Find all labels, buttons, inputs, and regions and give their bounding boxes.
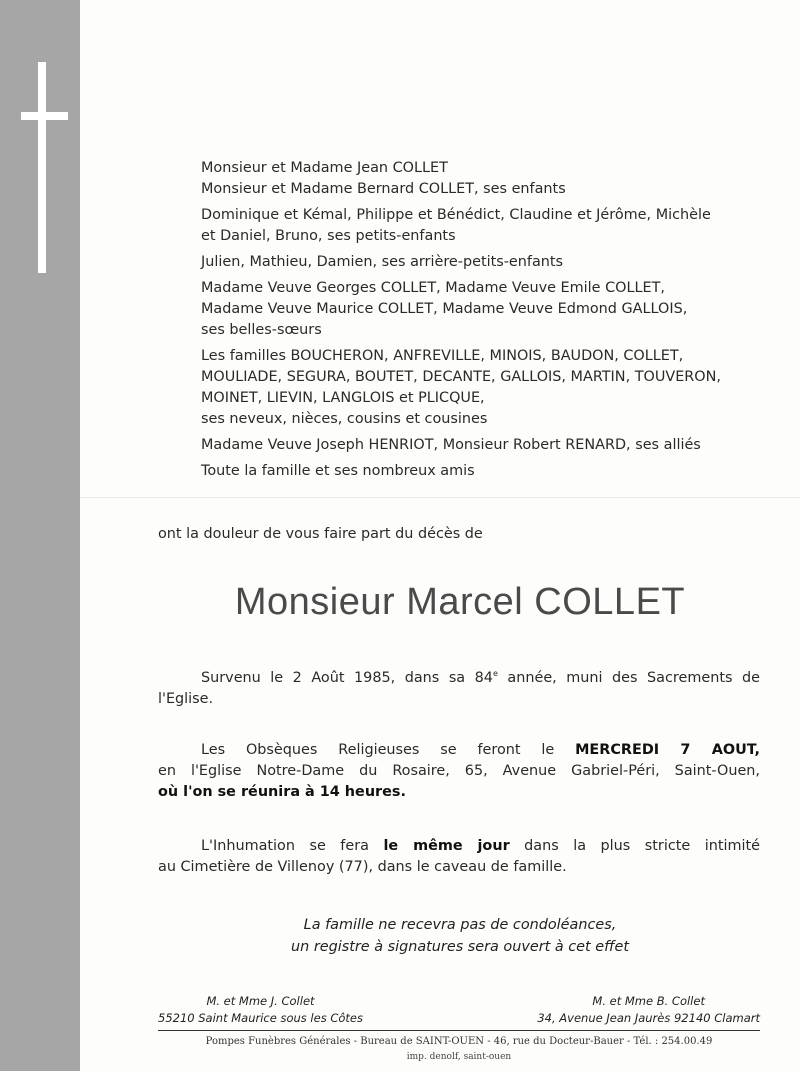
paper-fold-line bbox=[80, 497, 800, 498]
death-line-2: l'Eglise. bbox=[158, 690, 214, 707]
mourner-line: MOULIADE, SEGURA, BOUTET, DECANTE, GALLOIS, MARTIN, TOUVERON, bbox=[201, 369, 721, 385]
funeral-line-1: Les Obsèques Religieuses se feront le MERCREDI 7 AOUT, bbox=[201, 742, 760, 758]
printer-credit: imp. denolf, saint-ouen bbox=[406, 1052, 512, 1062]
funeral-paragraph bbox=[158, 740, 760, 803]
deceased-name: Monsieur Marcel COLLET bbox=[234, 581, 686, 623]
left-family-name: M. et Mme J. Collet bbox=[206, 994, 315, 1008]
mourner-line: et Daniel, Bruno, ses petits-enfants bbox=[201, 228, 456, 244]
mourner-line: Toute la famille et ses nombreux amis bbox=[201, 463, 475, 479]
cross-icon-bar bbox=[21, 112, 68, 120]
mourner-line: Madame Veuve Maurice COLLET, Madame Veuve Edmond GALLOIS, bbox=[201, 301, 688, 317]
family-address-left bbox=[158, 993, 363, 1027]
left-family-address: 55210 Saint Maurice sous les Côtes bbox=[158, 1011, 363, 1025]
mourner-group bbox=[201, 252, 766, 273]
mourner-line: Les familles BOUCHERON, ANFREVILLE, MINOIS, BAUDON, COLLET, bbox=[201, 348, 684, 364]
cross-icon bbox=[38, 62, 46, 273]
notice-line-1: La famille ne recevra pas de condoléances, bbox=[303, 917, 617, 933]
mourner-group bbox=[201, 346, 766, 430]
right-family-address: 34, Avenue Jean Jaurès 92140 Clamart bbox=[537, 1011, 760, 1025]
mourner-line: Dominique et Kémal, Philippe et Bénédict, Claudine et Jérôme, Michèle bbox=[201, 207, 711, 223]
funeral-line-2: en l'Eglise Notre-Dame du Rosaire, 65, Avenue Gabriel-Péri, Saint-Ouen, bbox=[158, 763, 760, 779]
death-line-1: Survenu le 2 Août 1985, dans sa 84e année, muni des Sacrements de bbox=[201, 669, 760, 686]
burial-line-2: au Cimetière de Villenoy (77), dans le caveau de famille. bbox=[158, 859, 567, 875]
burial-paragraph bbox=[158, 836, 760, 878]
mourner-line: Julien, Mathieu, Damien, ses arrière-petits-enfants bbox=[201, 254, 564, 270]
footer-rule bbox=[158, 1030, 760, 1031]
funeral-home-info: Pompes Funèbres Générales - Bureau de SAINT-OUEN - 46, rue du Docteur-Bauer - Tél. : 254.00.49 bbox=[205, 1036, 713, 1047]
right-family-name: M. et Mme B. Collet bbox=[592, 994, 705, 1008]
mourner-line: ses neveux, nièces, cousins et cousines bbox=[201, 411, 488, 427]
mourner-line: MOINET, LIEVIN, LANGLOIS et PLICQUE, bbox=[201, 390, 485, 406]
mourner-line: Monsieur et Madame Bernard COLLET, ses enfants bbox=[201, 181, 566, 197]
condolence-notice bbox=[0, 914, 800, 958]
mourner-group bbox=[201, 278, 766, 341]
death-paragraph bbox=[158, 663, 760, 710]
mourner-line: Madame Veuve Georges COLLET, Madame Veuve Emile COLLET, bbox=[201, 280, 665, 296]
mourners-list bbox=[201, 158, 766, 487]
burial-line-1: L'Inhumation se fera le même jour dans la plus stricte intimité bbox=[201, 838, 760, 854]
mourner-group bbox=[201, 158, 766, 200]
mourner-group bbox=[201, 461, 766, 482]
mourner-line: ses belles-sœurs bbox=[201, 322, 322, 338]
announcement-intro: ont la douleur de vous faire part du décès de bbox=[158, 526, 483, 542]
mourner-group bbox=[201, 435, 766, 456]
mourner-group bbox=[201, 205, 766, 247]
mourner-line: Madame Veuve Joseph HENRIOT, Monsieur Robert RENARD, ses alliés bbox=[201, 437, 701, 453]
mourner-line: Monsieur et Madame Jean COLLET bbox=[201, 160, 448, 176]
family-address-right bbox=[537, 993, 760, 1027]
funeral-line-3: où l'on se réunira à 14 heures. bbox=[158, 784, 406, 800]
gray-side-band bbox=[0, 0, 80, 1071]
notice-line-2: un registre à signatures sera ouvert à cet effet bbox=[291, 939, 629, 955]
